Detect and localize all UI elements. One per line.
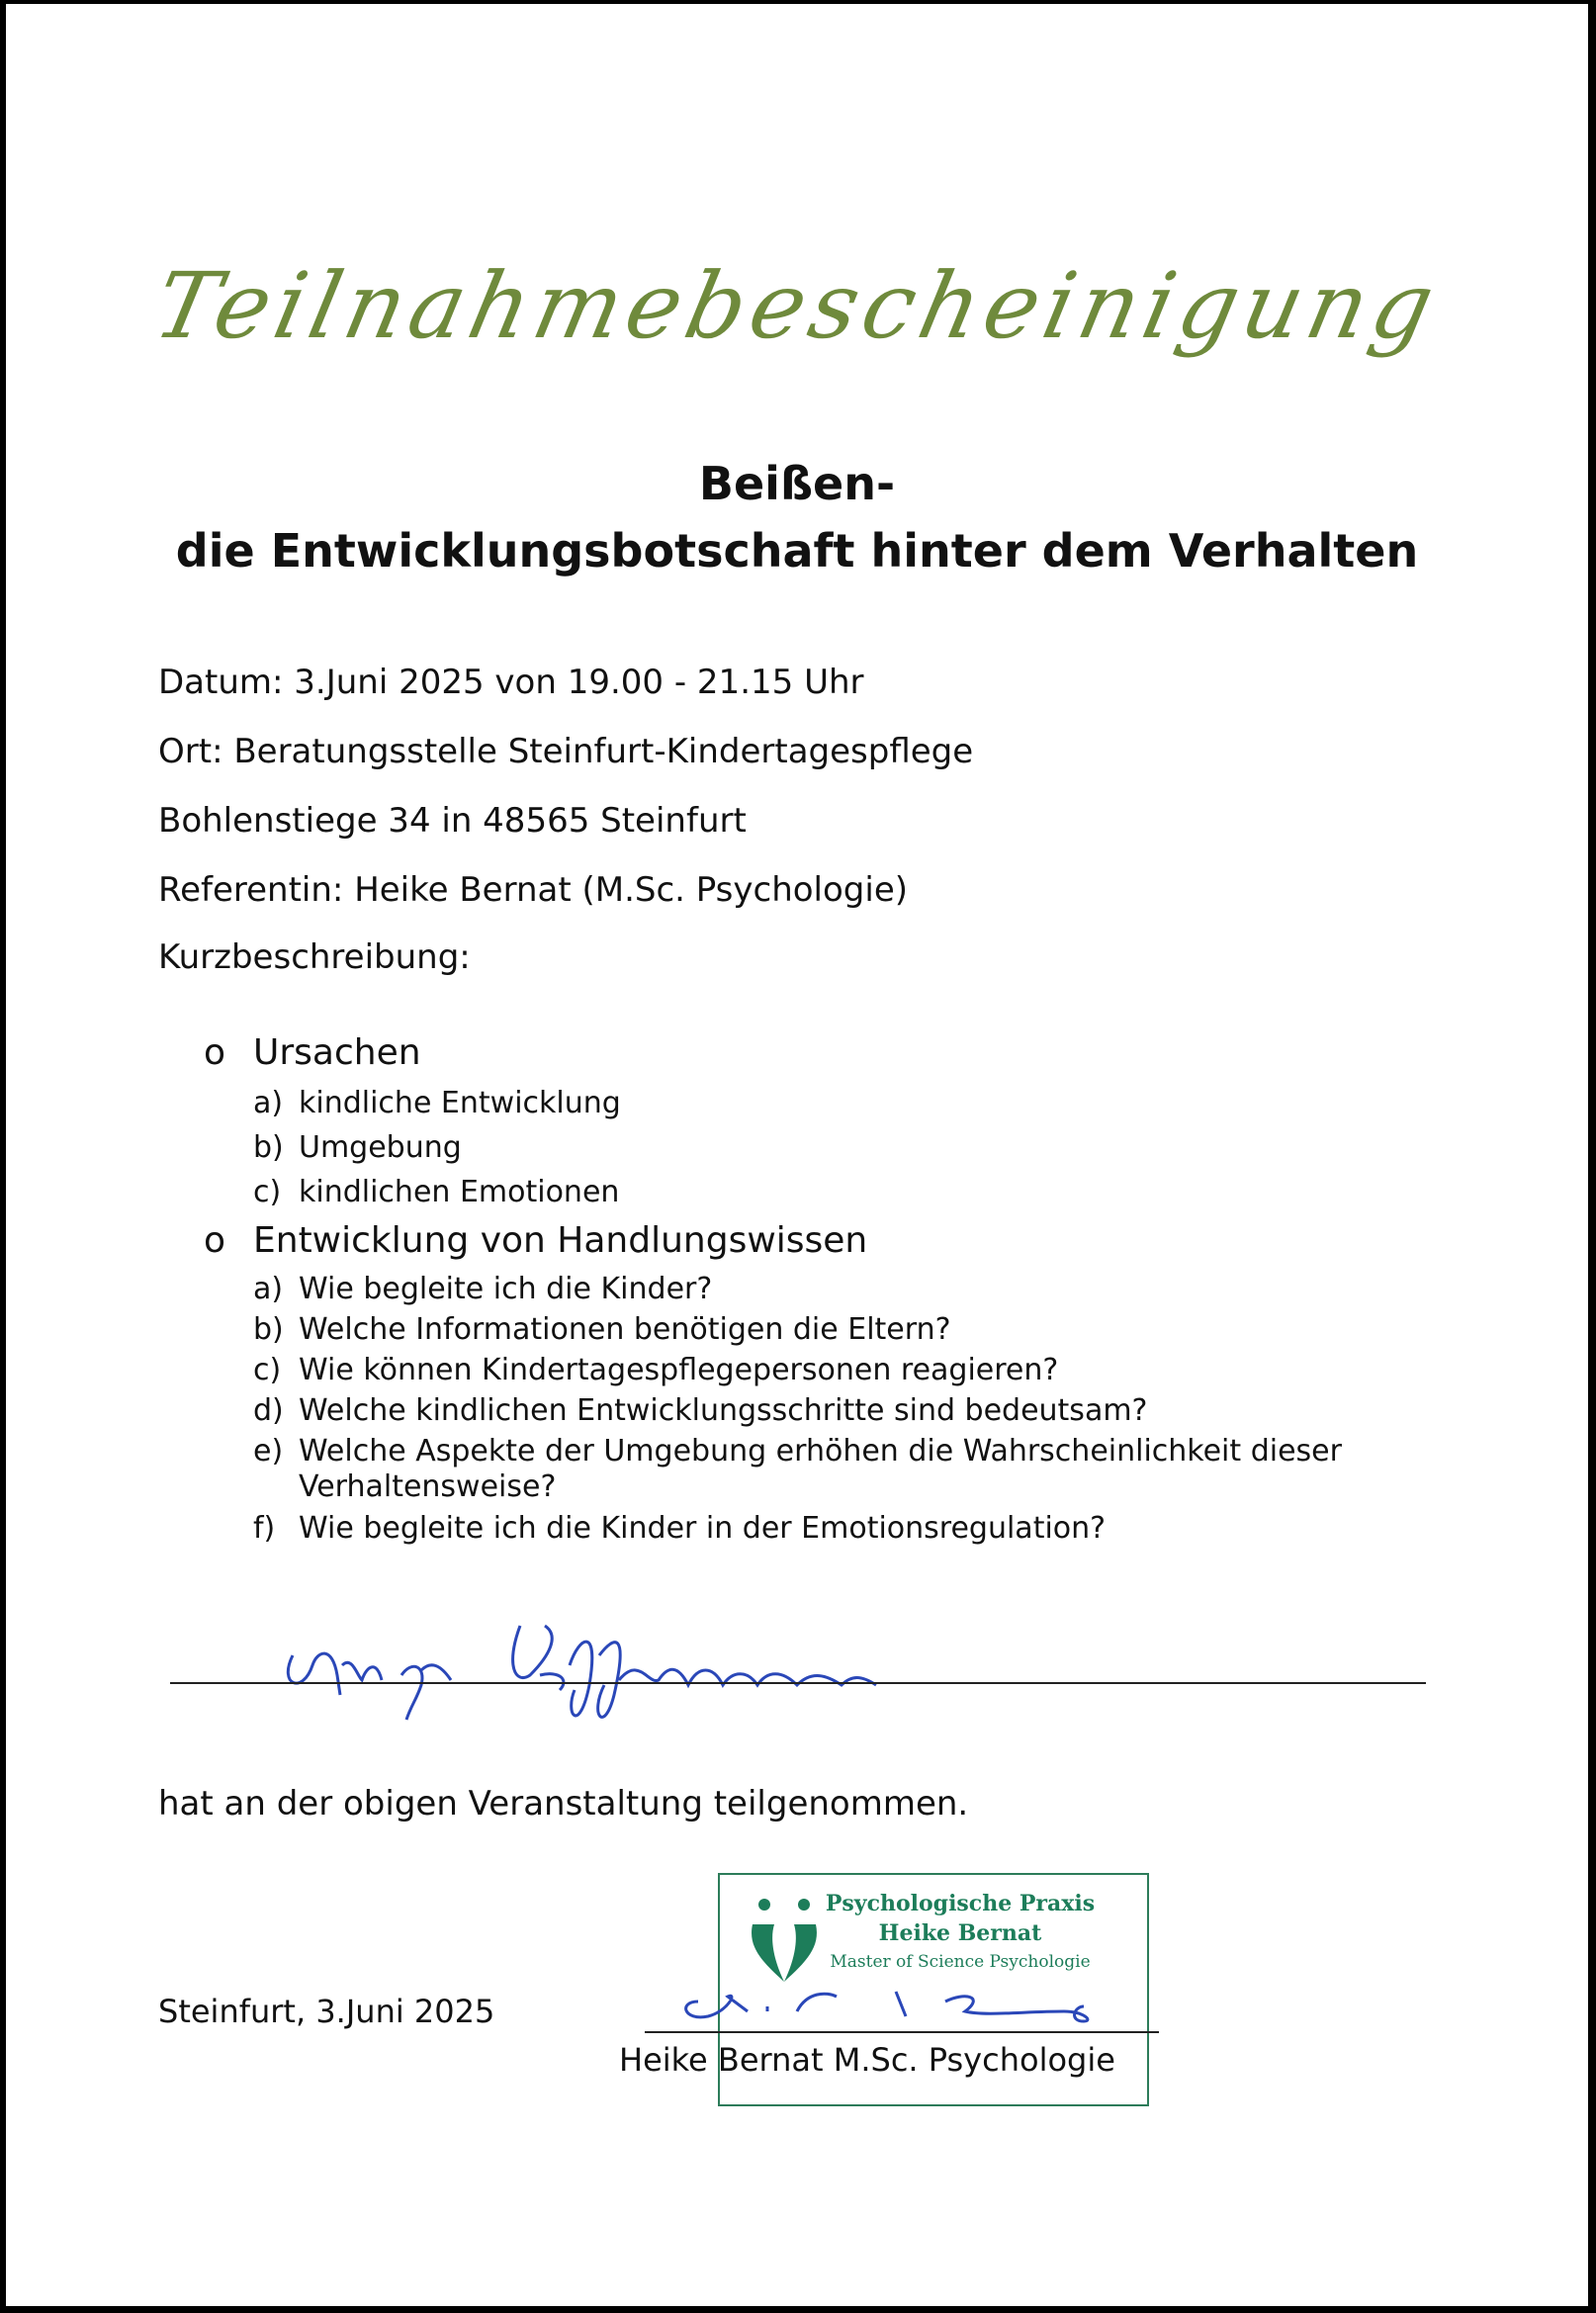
list-item-label: a) [253,1272,284,1306]
stamp-line-1: Psychologische Praxis [825,1891,1096,1916]
list-item-label: c) [253,1353,282,1387]
list-item-continuation: Verhaltensweise? [299,1469,557,1504]
list-item: Welche Informationen benötigen die Eltern? [299,1312,951,1347]
stamp-line-2: Heike Bernat [878,1920,1042,1946]
place-date: Steinfurt, 3.Juni 2025 [158,1993,495,2030]
list-item-label: e) [253,1434,284,1468]
certificate-page [6,4,1588,2306]
course-title-line1: Beißen- [698,457,896,510]
summary-label: Kurzbeschreibung: [158,937,471,977]
signer-signature [668,1972,1163,2031]
speaker-line: Referentin: Heike Bernat (M.Sc. Psychologie) [158,870,909,910]
stamp-line-3: Master of Science Psychologie [830,1952,1091,1972]
participant-signature [263,1596,896,1735]
signer-signature-line [645,2031,1159,2033]
list-item: Umgebung [299,1130,462,1165]
bullet-marker: o [204,1220,226,1261]
list-item-label: c) [253,1175,282,1209]
list-item: Welche Aspekte der Umgebung erhöhen die Wahrscheinlichkeit dieser [299,1434,1342,1468]
signer-name: Heike Bernat M.Sc. Psychologie [619,2041,1115,2079]
list-item: kindliche Entwicklung [299,1086,621,1120]
address-line: Bohlenstiege 34 in 48565 Steinfurt [158,801,747,841]
list-item-label: d) [253,1393,284,1428]
course-title-line2: die Entwicklungsbotschaft hinter dem Verhalten [175,524,1419,578]
confirmation-text: hat an der obigen Veranstaltung teilgenommen. [158,1784,969,1824]
list-item: Wie begleite ich die Kinder? [299,1272,713,1306]
list-item-label: b) [253,1130,284,1165]
list-item: kindlichen Emotionen [299,1175,620,1209]
list-item: Wie können Kindertagespflegepersonen reagieren? [299,1353,1059,1387]
bullet-marker: o [204,1032,226,1073]
list-item-label: b) [253,1312,284,1347]
list-item-label: a) [253,1086,284,1120]
list-item: Welche kindlichen Entwicklungsschritte sind bedeutsam? [299,1393,1148,1428]
certificate-script-title: Teilnahmebescheinigung [145,253,1449,359]
section-title: Ursachen [253,1032,421,1073]
date-line: Datum: 3.Juni 2025 von 19.00 - 21.15 Uhr [158,663,864,702]
place-line: Ort: Beratungsstelle Steinfurt-Kindertagespflege [158,732,974,771]
list-item-label: f) [253,1511,276,1546]
list-item: Wie begleite ich die Kinder in der Emotionsregulation? [299,1511,1107,1546]
participant-signature-line [170,1682,1426,1684]
section-title: Entwicklung von Handlungswissen [253,1220,868,1261]
